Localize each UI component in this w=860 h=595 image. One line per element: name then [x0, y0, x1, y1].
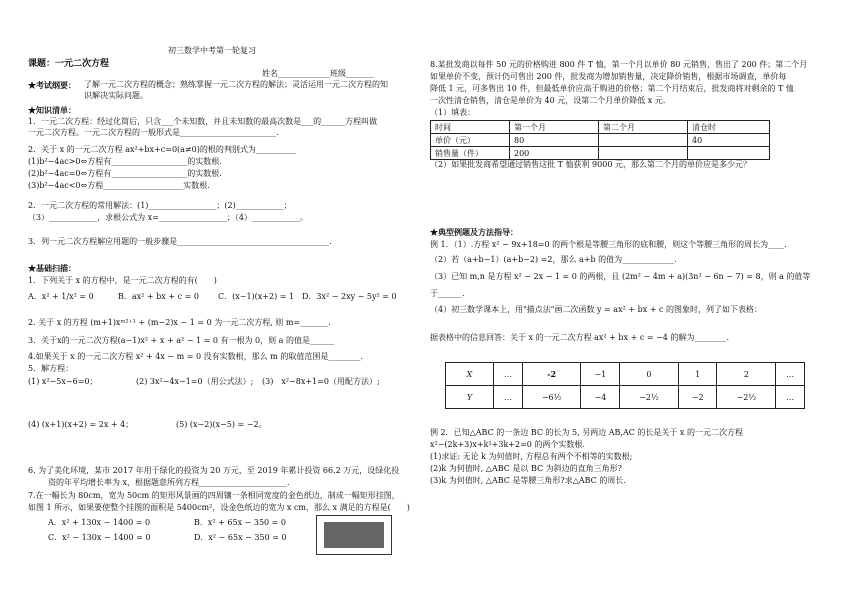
table-header-month1: 第一个月 — [510, 121, 599, 134]
table-row — [446, 386, 805, 409]
example-2-line2: x²−(2k+3)x+k²+3k+2=0 的两个实数根. — [430, 440, 585, 449]
q7-option-c: C．x² − 130x − 1400 = 0 — [48, 533, 151, 542]
q5-part-5: (5) (x−2)(x−5) = −2。 — [176, 420, 267, 429]
table-cell: 2 — [717, 363, 776, 386]
table-cell — [599, 134, 688, 147]
table-cell: −6½ — [522, 386, 581, 409]
knowledge-label: ★知识清单： — [28, 105, 76, 115]
table-cell: -2 — [522, 363, 581, 386]
figure-1-painting — [324, 522, 384, 548]
knowledge-2-line2: (1)b²−4ac>0⇔方程有___________________的实数根. — [28, 157, 222, 166]
table-ylabel: Y — [446, 386, 494, 409]
q7-option-d: D．x² − 65x − 350 = 0 — [194, 533, 287, 542]
question-3: 3．关于x的一元二次方程(a−1)x² + x + a² − 1 = 0 有一根为 0，则 a 的值是______ — [28, 336, 334, 345]
q5-part-1: (1) x²−5x−6=0； — [28, 377, 98, 386]
knowledge-2-line1: 2．关于 x 的一元二次方程 ax²+bx+c=0(a≠0)的根的判别式为__________ — [28, 145, 296, 154]
worksheet-title: 初三数学中考第一轮复习 — [168, 46, 256, 55]
table-row — [431, 147, 770, 160]
knowledge-4: 3．列一元二次方程解应用题的一般步骤是______________________________________. — [28, 237, 332, 246]
table-cell: 0 — [620, 363, 679, 386]
example-1-part2: （2）若（a+b−1）(a+b−2) =2，那么 a+b 的值为_____________. — [430, 255, 677, 264]
question-1: 1．下列关于 x 的方程中，是一元二次方程的有( ) — [28, 276, 217, 285]
figure-1-frame — [316, 515, 392, 555]
q1-option-a: A．x² + 1/x² = 0 — [28, 292, 94, 301]
knowledge-2-line4: (3)b²−4ac<0⇔方程____________________实数根. — [28, 181, 210, 190]
question-8-line3: 降低 1 元，可多售出 10 件，但最低单价应高于购进的价格；第二个月结束后，批发商将对剩余的 T 恤 — [430, 84, 794, 93]
question-7-line2: 如图 1 所示，如果要使整个挂图的面积是 5400cm²，设金色纸边的宽为 x cm，那么 x 满足的方程是( ) — [28, 503, 410, 512]
example-2-line1: 例 2．已知△ABC 的一条边 BC 的长为 5, 另两边 AB,AC 的长是关于 x 的一元二次方程 — [430, 428, 743, 437]
table-cell — [688, 147, 770, 160]
examples-label: ★典型例题及方法指导： — [430, 227, 518, 237]
knowledge-3-line1: 2．一元二次方程的常用解法：(1)_________________；(2)____________； — [28, 201, 292, 210]
question-8-part2: （2）如果批发商希望通过销售这批 T 恤获利 9000 元，那么第二个月的单价应是多少元？ — [430, 160, 751, 169]
table-header-month2: 第二个月 — [599, 121, 688, 134]
table-header-time: 时间 — [431, 121, 510, 134]
table-xlabel: X — [446, 363, 494, 386]
table-cell: … — [776, 363, 805, 386]
example-1-part3: （3）已知 m,n 是方程 x² − 2x − 1 = 0 的两根，且 (2m² − 4m + a)(3n² − 6n − 7) = 8，则 a 的值等 — [430, 272, 811, 281]
question-2: 2. 关于 x 的方程 (m+1)xᵐ²⁺¹ + (m−2)x − 1 = 0 为一元二次方程, 则 m=_______. — [28, 318, 331, 327]
question-4: 4.如果关于 x 的一元二次方程 x² + 4x − m = 0 没有实数根，那么 m 的取值范围是________. — [28, 352, 363, 361]
table-cell: … — [776, 386, 805, 409]
example-1-part3b: 于______. — [430, 289, 465, 298]
basics-label: ★基础扫描： — [28, 263, 76, 273]
q5-part-4: (4) (x+1)(x+2) = 2x + 4； — [28, 420, 134, 429]
table-cell — [599, 147, 688, 160]
example-1-part5: 据表格中的信息回答：关于 x 的一元二次方程 ax² + bx + c = −4 的解为________. — [430, 333, 729, 342]
function-table — [445, 362, 805, 409]
question-7-line1: 7.在一幅长为 80cm，宽为 50cm 的矩形风景画的四周镶一条相同宽度的金色纸边，制成一幅矩形挂图， — [28, 491, 400, 500]
table-cell: 80 — [510, 134, 599, 147]
question-6-line1: 6. 为了美化环境，某市 2017 年用于绿化的投资为 20 万元，至 2019 年累计投资 66.2 万元，设绿化投 — [28, 466, 400, 475]
table-cell: −1 — [581, 363, 620, 386]
example-2-line4: (2)k 为何值时, △ABC 是以 BC 为斜边的直角三角形? — [430, 464, 622, 473]
question-6-line2: 资的年平均增长率为 x，根据题意所列方程______________________. — [48, 478, 290, 487]
table-cell: 销售量（件） — [431, 147, 510, 160]
question-8-line2: 如果单价不变，预计仍可售出 200 件，批发商为增加销售量，决定降价销售，根据市场调查，单价每 — [430, 72, 787, 81]
goals-line1: 了解一元二次方程的概念；熟练掌握一元二次方程的解法；灵活运用一元二次方程的知 — [84, 80, 388, 89]
table-cell: … — [494, 363, 523, 386]
table-row — [431, 134, 770, 147]
question-5: 5．解方程： — [28, 364, 74, 373]
table-cell: 200 — [510, 147, 599, 160]
table-cell: −2½ — [620, 386, 679, 409]
example-1-part4: （4）初三数学课本上，用"描点法"画二次函数 y = ax² + bx + c 的图象时，列了如下表格： — [430, 305, 763, 314]
table-cell: 1 — [678, 363, 717, 386]
table-row — [446, 363, 805, 386]
table-cell: 单价（元） — [431, 134, 510, 147]
table-cell: −2 — [678, 386, 717, 409]
question-8-line4: 一次性清仓销售，清仓是单价为 40 元，设第二个月单价降低 x 元. — [430, 96, 666, 105]
table-header-clearance: 清仓时 — [688, 121, 770, 134]
q1-option-d: D．3x² − 2xy − 5y² = 0 — [302, 292, 397, 301]
q5-part-2: (2) 3x²−4x−1=0（用公式法）; — [136, 377, 254, 386]
example-2-line5: (3)k 为何值时, △ABC 是等腰三角形?求△ABC 的周长. — [430, 476, 626, 485]
table-row — [431, 121, 770, 134]
q7-option-a: A．x² + 130x − 1400 = 0 — [48, 518, 151, 527]
q1-option-b: B．ax² + bx + c = 0 — [118, 292, 199, 301]
example-2-line3: (1)求证: 无论 k 为何值时, 方程总有两个不相等的实数根; — [430, 452, 633, 461]
table-cell: 40 — [688, 134, 770, 147]
table-cell: … — [494, 386, 523, 409]
lesson-title: 课题：一元二次方程 — [28, 59, 110, 69]
sales-table — [430, 120, 770, 160]
question-8-line1: 8.某批发商以每件 50 元的价格购进 800 件 T 恤，第一个月以单价 80 元销售，售出了 200 件；第二个月 — [430, 60, 808, 69]
table-cell: −2½ — [717, 386, 776, 409]
knowledge-1-line2: 一元二次方程。一元二次方程的一般形式是________________________. — [28, 128, 279, 137]
goals-line2: 识解决实际问题。 — [84, 91, 148, 100]
table-cell: −4 — [581, 386, 620, 409]
q5-part-3: (3) x²−8x+1=0（用配方法）; — [262, 377, 380, 386]
q7-option-b: B．x² + 65x − 350 = 0 — [194, 518, 287, 527]
knowledge-1-line1: 1．一元二次方程：经过化简后，只含___个未知数，并且未知数的最高次数是___的______方程叫做 — [28, 117, 378, 126]
name-class-line: 姓名_____________班级_______ — [262, 69, 374, 78]
goals-label: ★考试纲要： — [28, 80, 76, 90]
example-1-part1: 例 1．（1）.方程 x² − 9x+18=0 的两个根是等腰三角形的底和腰，则这个等腰三角形的周长为____. — [430, 240, 787, 249]
q1-option-c: C．(x−1)(x+2) = 1 — [218, 292, 295, 301]
question-8-fill-label: （1）填表： — [430, 108, 476, 117]
knowledge-2-line3: (2)b²−4ac=0⇔方程有___________________的实数根. — [28, 169, 222, 178]
knowledge-3-line2: （3）____________，求根公式为 x=_________________；（4）____________。 — [28, 213, 308, 222]
